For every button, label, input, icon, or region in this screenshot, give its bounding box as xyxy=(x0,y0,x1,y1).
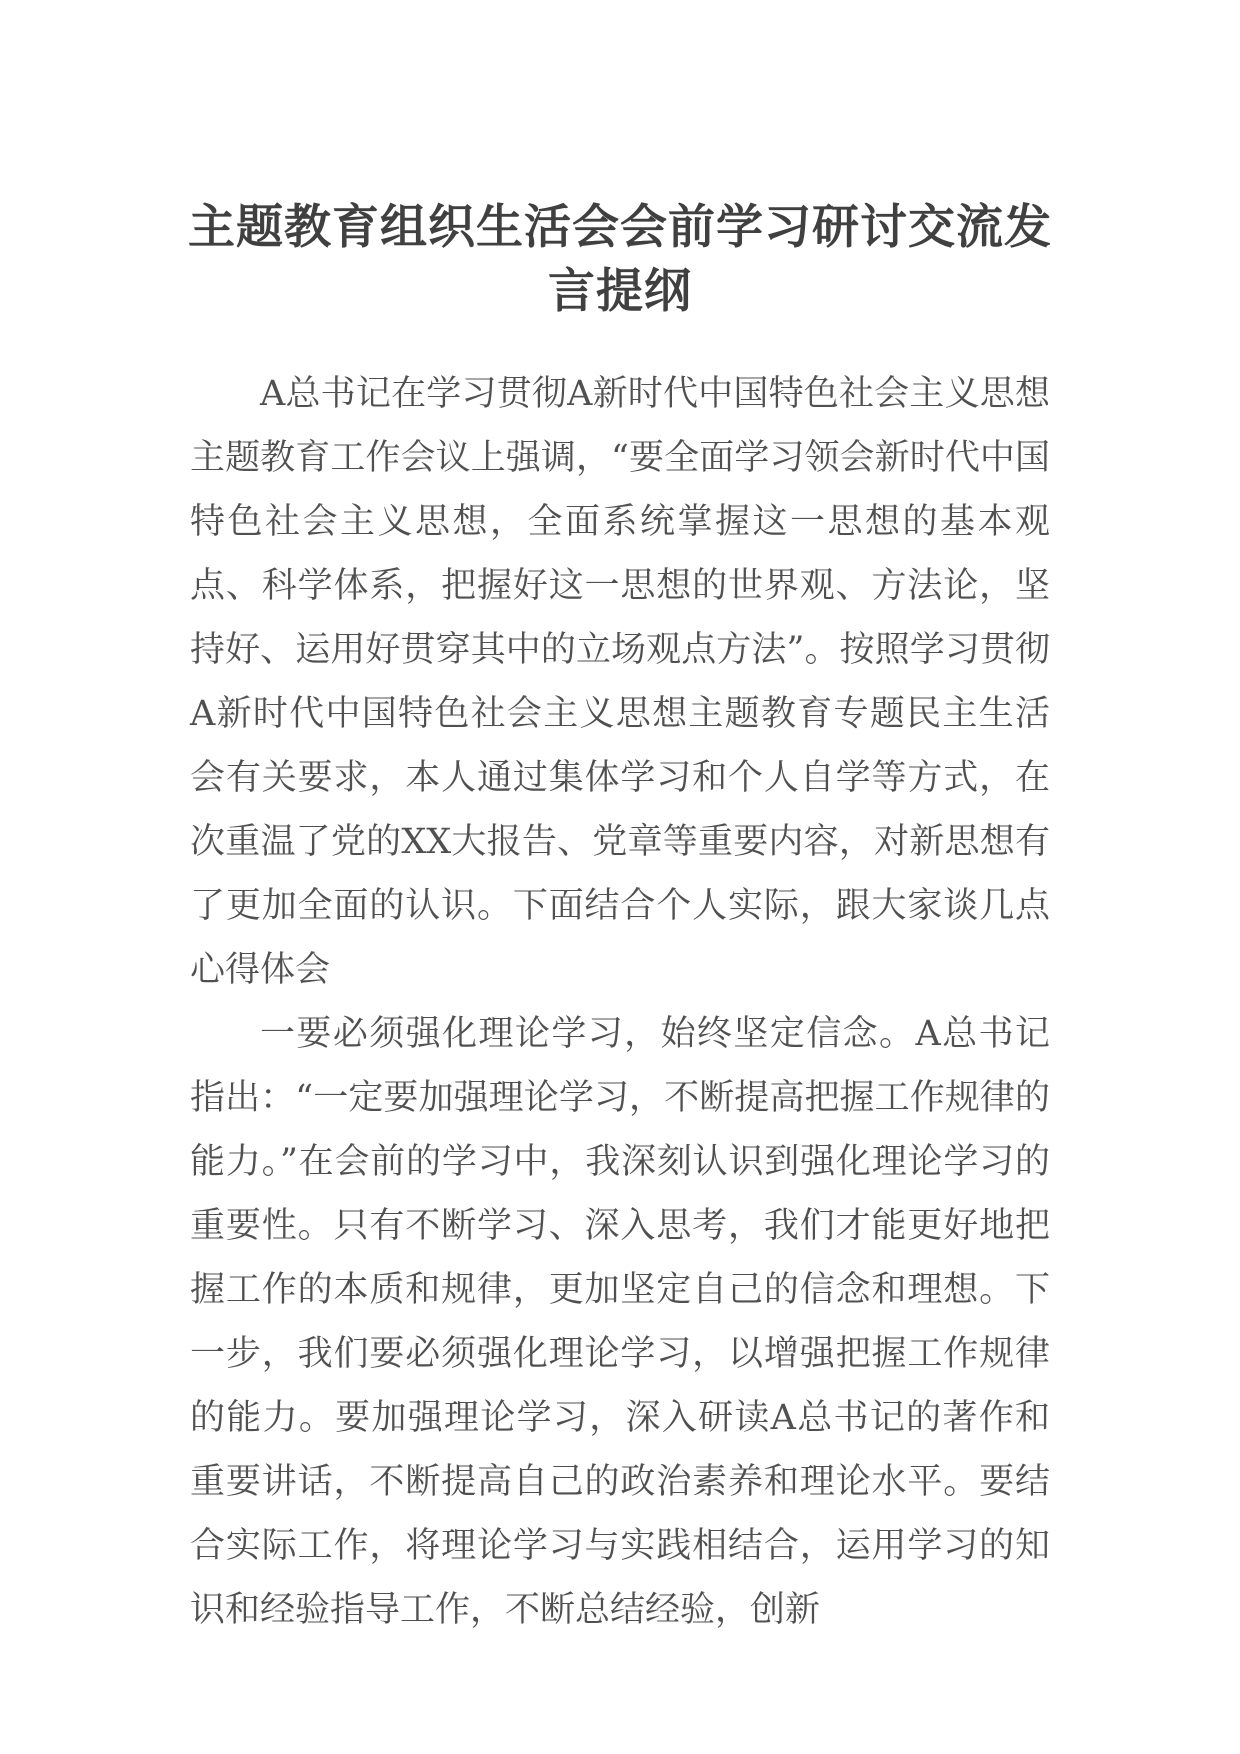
document-title: 主题教育组织生活会会前学习研讨交流发言提纲 xyxy=(188,200,1052,319)
paragraph-intro: A总书记在学习贯彻A新时代中国特色社会主义思想主题教育工作会议上强调，“要全面学习领会新时代中国特色社会主义思想，全面系统掌握这一思想的基本观点、科学体系，把握好这一思想的世界观、方法论，坚持好、运用好贯穿其中的立场观点方法”。按照学习贯彻A新时代中国特色社会主义思想主题教育专题民主生活会有关要求，本人通过集体学习和个人自学等方式，在次重温了党的XX大报告、党章等重要内容，对新思想有了更加全面的认识。下面结合个人实际，跟大家谈几点心得体会 xyxy=(190,374,1050,990)
document-body xyxy=(190,362,1050,1642)
paragraph-point-one: 一要必须强化理论学习，始终坚定信念。A总书记指出：“一定要加强理论学习，不断提高把握工作规律的能力。”在会前的学习中，我深刻认识到强化理论学习的重要性。只有不断学习、深入思考，我们才能更好地把握工作的本质和规律，更加坚定自己的信念和理想。下一步，我们要必须强化理论学习，以增强把握工作规律的能力。要加强理论学习，深入研读A总书记的著作和重要讲话，不断提高自己的政治素养和理论水平。要结合实际工作，将理论学习与实践相结合，运用学习的知识和经验指导工作，不断总结经验，创新 xyxy=(190,1014,1050,1630)
